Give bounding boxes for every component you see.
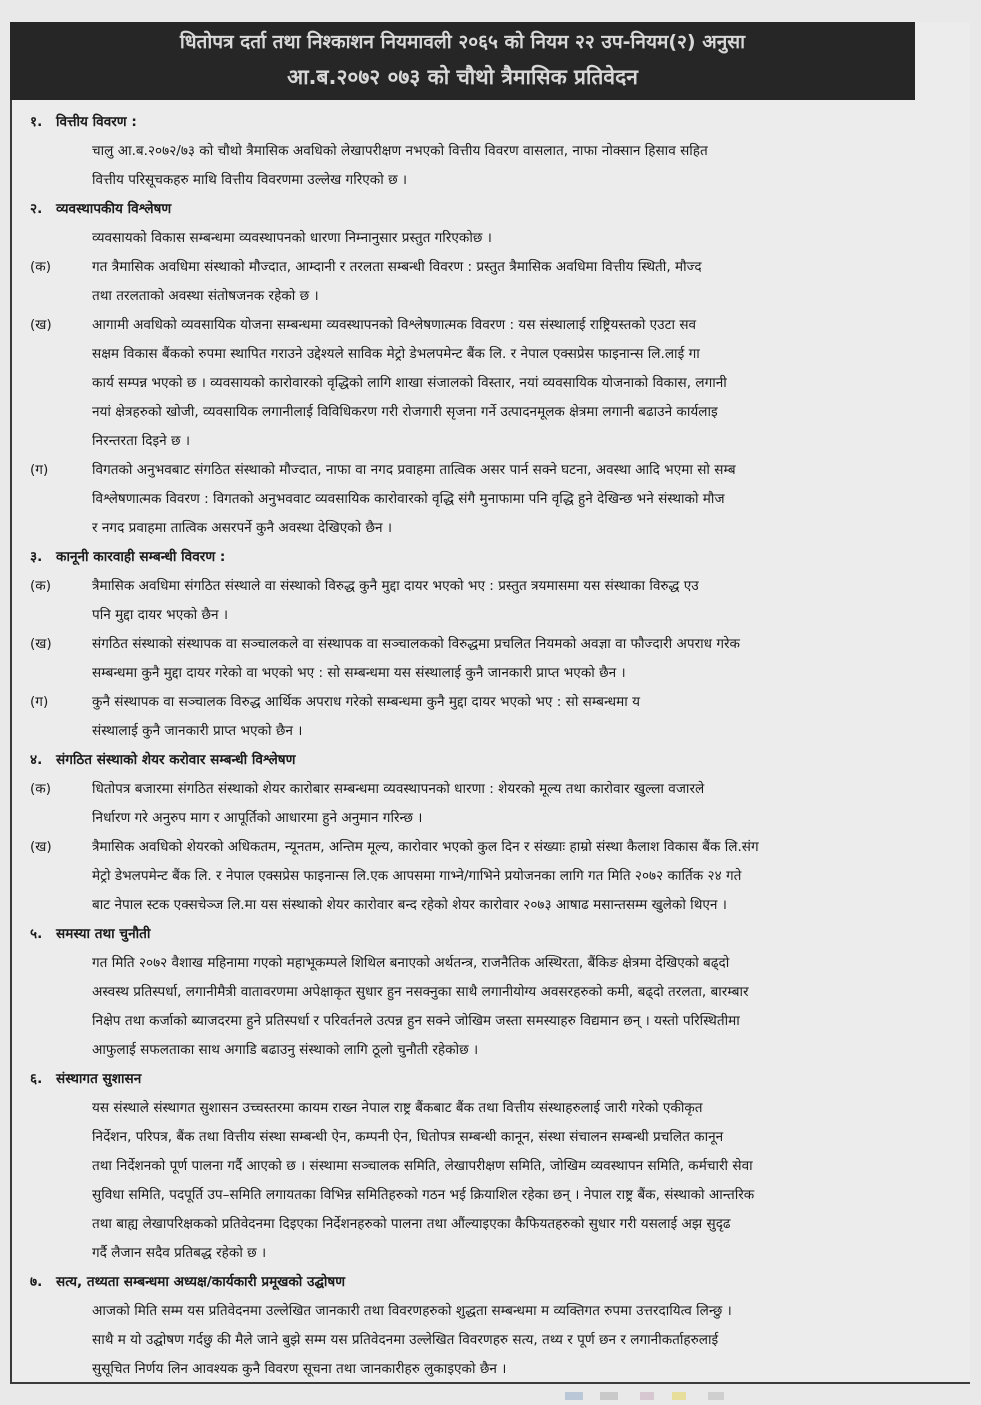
- registration-mark: [565, 1392, 583, 1400]
- text-line: सुविधा समिति, पदपूर्ति उप–समिति लगायतका विभिन्न समितिहरुको गठन भई क्रियाशिल रहेका छन् । नेपाल राष्ट्र बैंक, संस्थाको आन्तरिक: [92, 1187, 755, 1203]
- text-line: सम्बन्धमा कुनै मुद्दा दायर गरेको वा भएको भए : सो सम्बन्धमा यस संस्थालाई कुनै जानकारी प्राप्त भएको छैन ।: [92, 665, 626, 681]
- text-line: निर्देशन, परिपत्र, बैंक तथा वित्तीय संस्था सम्बन्धी ऐन, कम्पनी ऐन, धितोपत्र सम्बन्धी कानून, संस्था संचालन सम्बन्धी प्रचलित कानून: [92, 1129, 724, 1145]
- text-line: निरन्तरता दिइने छ ।: [92, 433, 190, 449]
- text-line: र नगद प्रवाहमा तात्विक असरपर्ने कुनै अवस्था देखिएको छैन ।: [92, 520, 393, 536]
- text-line: गत त्रैमासिक अवधिमा संस्थाको मौज्दात, आम्दानी र तरलता सम्बन्धी विवरण : प्रस्तुत त्रैमासिक अवधिमा वित्तीय स्थिती, मौज्द: [92, 259, 702, 275]
- text-line: तथा बाह्य लेखापरिक्षकको प्रतिवेदनमा दिइएका निर्देशनहरुको पालना तथा औंल्याइएका कैफियतहरुको सुधार गरी यसलाई अझ सुदृढ: [92, 1216, 731, 1232]
- text-line: निक्षेप तथा कर्जाको ब्याजदरमा हुने प्रतिस्पर्धा र परिवर्तनले उत्पन्न हुन सक्ने जोखिम जस्ता समस्याहरु विद्यमान छन् । यस्तो परिस्थितीमा: [92, 1013, 740, 1029]
- section-1-body: [30, 137, 968, 195]
- text-line: आजको मिति सम्म यस प्रतिवेदनमा उल्लेखित जानकारी तथा विवरणहरुको शुद्धता सम्बन्धमा म व्यक्तिगत रुपमा उत्तरदायित्व लिन्छु ।: [92, 1303, 732, 1319]
- section-5-title: ५. समस्या तथा चुनौती: [30, 926, 151, 942]
- section-7-body: [30, 1297, 968, 1384]
- section-4-item-ka: [30, 775, 968, 833]
- text-line: चालु आ.ब.२०७२/७३ को चौथो त्रैमासिक अवधिको लेखापरीक्षण नभएको वित्तीय विवरण वासलात, नाफा नोक्सान हिसाव सहित: [92, 143, 708, 159]
- text-line: मेट्रो डेभलपमेन्ट बैंक लि. र नेपाल एक्सप्रेस फाइनान्स लि.एक आपसमा गाभ्ने/गाभिने प्रयोजनका लागि गत मिति २०७२ कार्तिक २४ गते: [92, 868, 742, 884]
- registration-mark: [640, 1392, 654, 1400]
- registration-mark: [600, 1392, 618, 1400]
- text-line: कार्य सम्पन्न भएको छ । व्यवसायको कारोवारको वृद्धिको लागि शाखा संजालको विस्तार, नयां व्यवसायिक योजनाको विकास, लगानी: [92, 375, 727, 391]
- item-label: (ख): [30, 839, 52, 855]
- registration-mark: [708, 1392, 724, 1400]
- section-6-body: [30, 1094, 968, 1268]
- notice-header: [10, 22, 915, 100]
- section-2-intro: [30, 224, 968, 253]
- section-2-item-kha: [30, 311, 968, 456]
- text-line: तथा निर्देशनको पूर्ण पालना गर्दै आएको छ । संस्थामा सञ्चालक समिति, लेखापरीक्षण समिति, जोखिम व्यवस्थापन समिति, कर्मचारी सेवा: [92, 1158, 753, 1174]
- text-line: आगामी अवधिको व्यवसायिक योजना सम्बन्धमा व्यवस्थापनको विश्लेषणात्मक विवरण : यस संस्थालाई राष्ट्रियस्तको एउटा सव: [92, 317, 697, 333]
- item-label: (ख): [30, 636, 52, 652]
- notice-body: [30, 108, 968, 1384]
- text-line: बाट नेपाल स्टक एक्सचेञ्ज लि.मा यस संस्थाको शेयर कारोवार बन्द रहेको शेयर कारोवार २०७३ आषाढ मसान्तसम्म खुलेको थिएन ।: [92, 897, 727, 913]
- text-line: पनि मुद्दा दायर भएको छैन ।: [92, 607, 229, 623]
- section-2-item-ga: [30, 456, 968, 543]
- text-line: नयां क्षेत्रहरुको खोजी, व्यवसायिक लगानीलाई विविधिकरण गरी रोजगारी सृजना गर्ने उत्पादनमूलक क्षेत्रमा लगानी बढाउने कार्यलाइ: [92, 404, 718, 420]
- text-line: संगठित संस्थाको संस्थापक वा सञ्चालकले वा संस्थापक वा सञ्चालकको विरुद्धमा प्रचलित नियमको अवज्ञा वा फौज्दारी अपराध गरेक: [92, 636, 740, 652]
- section-7-title: ७. सत्य, तथ्यता सम्बन्धमा अध्यक्ष/कार्यकारी प्रमूखको उद्घोषण: [30, 1274, 346, 1290]
- section-6-title: ६. संस्थागत सुशासन: [30, 1071, 142, 1087]
- section-3-item-ga: [30, 688, 968, 746]
- text-line: आफुलाई सफलताका साथ अगाडि बढाउनु संस्थाको लागि ठूलो चुनौती रहेकोछ ।: [92, 1042, 479, 1058]
- header-line-2: आ.ब.२०७२ ०७३ को चौथो त्रैमासिक प्रतिवेदन: [287, 65, 638, 89]
- text-line: गत मिति २०७२ वैशाख महिनामा गएको महाभूकम्पले शिथिल बनाएको अर्थतन्त्र, राजनैतिक अस्थिरता, बैंकिङ क्षेत्रमा देखिएको बढ्दो: [92, 955, 730, 971]
- text-line: कुनै संस्थापक वा सञ्चालक विरुद्ध आर्थिक अपराध गरेको सम्बन्धमा कुनै मुद्दा दायर भएको भए : सो सम्बन्धमा य: [92, 694, 641, 710]
- text-line: व्यवसायको विकास सम्बन्धमा व्यवस्थापनको धारणा निम्नानुसार प्रस्तुत गरिएकोछ ।: [92, 230, 492, 246]
- item-label: (ग): [30, 694, 49, 710]
- item-label: (क): [30, 578, 52, 594]
- section-4-item-kha: [30, 833, 968, 920]
- section-3-title: ३. कानूनी कारवाही सम्बन्धी विवरण :: [30, 549, 226, 565]
- text-line: साथै म यो उद्घोषण गर्दछु की मैले जाने बुझे सम्म यस प्रतिवेदनमा उल्लेखित विवरणहरु सत्य, तथ्य र पूर्ण छन र लगानीकर्ताहरुलाई: [92, 1332, 719, 1348]
- section-2-item-ka: [30, 253, 968, 311]
- text-line: निर्धारण गरे अनुरुप माग र आपूर्तिको आधारमा हुने अनुमान गरिन्छ ।: [92, 810, 423, 826]
- section-1-title: १. वित्तीय विवरण :: [30, 114, 137, 130]
- text-line: विश्लेषणात्मक विवरण : विगतको अनुभववाट व्यवसायिक कारोवारको वृद्धि संगै मुनाफामा पनि वृद्धि हुने देखिन्छ भने संस्थाको मौज: [92, 491, 725, 507]
- section-3-item-ka: [30, 572, 968, 630]
- print-registration-bar: [0, 1392, 981, 1405]
- text-line: त्रैमासिक अवधिमा संगठित संस्थाले वा संस्थाको विरुद्ध कुनै मुद्दा दायर भएको भए : प्रस्तुत त्रयमासमा यस संस्थाका विरुद्ध एउ: [92, 578, 699, 594]
- section-2-title: २. व्यवस्थापकीय विश्लेषण: [30, 201, 172, 217]
- item-label: (ख): [30, 317, 52, 333]
- section-4-title: ४. संगठित संस्थाको शेयर करोवार सम्बन्धी विश्लेषण: [30, 752, 296, 768]
- text-line: यस संस्थाले संस्थागत सुशासन उच्चस्तरमा कायम राख्न नेपाल राष्ट्र बैंकबाट बैंक तथा वित्तीय संस्थाहरुलाई जारी गरेको एकीकृत: [92, 1100, 703, 1116]
- text-line: सक्षम विकास बैंकको रुपमा स्थापित गराउने उद्देश्यले साविक मेट्रो डेभलपमेन्ट बैंक लि. र नेपाल एक्सप्रेस फाइनान्स लि.लाई गा: [92, 346, 700, 362]
- header-line-1: धितोपत्र दर्ता तथा निश्काशन नियमावली २०६५ को नियम २२ उप-नियम(२) अनुसा: [179, 31, 746, 53]
- text-line: गर्दै लैजान सदैव प्रतिबद्ध रहेको छ ।: [92, 1245, 267, 1261]
- text-line: विगतको अनुभवबाट संगठित संस्थाको मौज्दात, नाफा वा नगद प्रवाहमा तात्विक असर पार्न सक्ने घटना, अवस्था आदि भएमा सो सम्ब: [92, 462, 736, 478]
- item-label: (ग): [30, 462, 49, 478]
- text-line: तथा तरलताको अवस्था संतोषजनक रहेको छ ।: [92, 288, 319, 304]
- item-label: (क): [30, 259, 52, 275]
- text-line: अस्वस्थ प्रतिस्पर्धा, लगानीमैत्री वातावरणमा अपेक्षाकृत सुधार हुन नसक्नुका साथै लगानीयोग्य अवसरहरुको कमी, बढ्दो तरलता, बारम्बार: [92, 984, 749, 1000]
- text-line: धितोपत्र बजारमा संगठित संस्थाको शेयर कारोबार सम्बन्धमा व्यवस्थापनको धारणा : शेयरको मूल्य तथा कारोवार खुल्ला वजारले: [92, 781, 705, 797]
- section-5-body: [30, 949, 968, 1065]
- item-label: (क): [30, 781, 52, 797]
- text-line: वित्तीय परिसूचकहरु माथि वित्तीय विवरणमा उल्लेख गरिएको छ ।: [92, 172, 408, 188]
- registration-mark: [672, 1392, 686, 1400]
- section-3-item-kha: [30, 630, 968, 688]
- text-line: त्रैमासिक अवधिको शेयरको अधिकतम, न्यूनतम, अन्तिम मूल्य, कारोवार भएको कुल दिन र संख्याः हाम्रो संस्था कैलाश विकास बैंक लि.संग: [92, 839, 759, 855]
- text-line: संस्थालाई कुनै जानकारी प्राप्त भएको छैन ।: [92, 723, 303, 739]
- text-line: सुसूचित निर्णय लिन आवश्यक कुनै विवरण सूचना तथा जानकारीहरु लुकाइएको छैन ।: [92, 1361, 507, 1377]
